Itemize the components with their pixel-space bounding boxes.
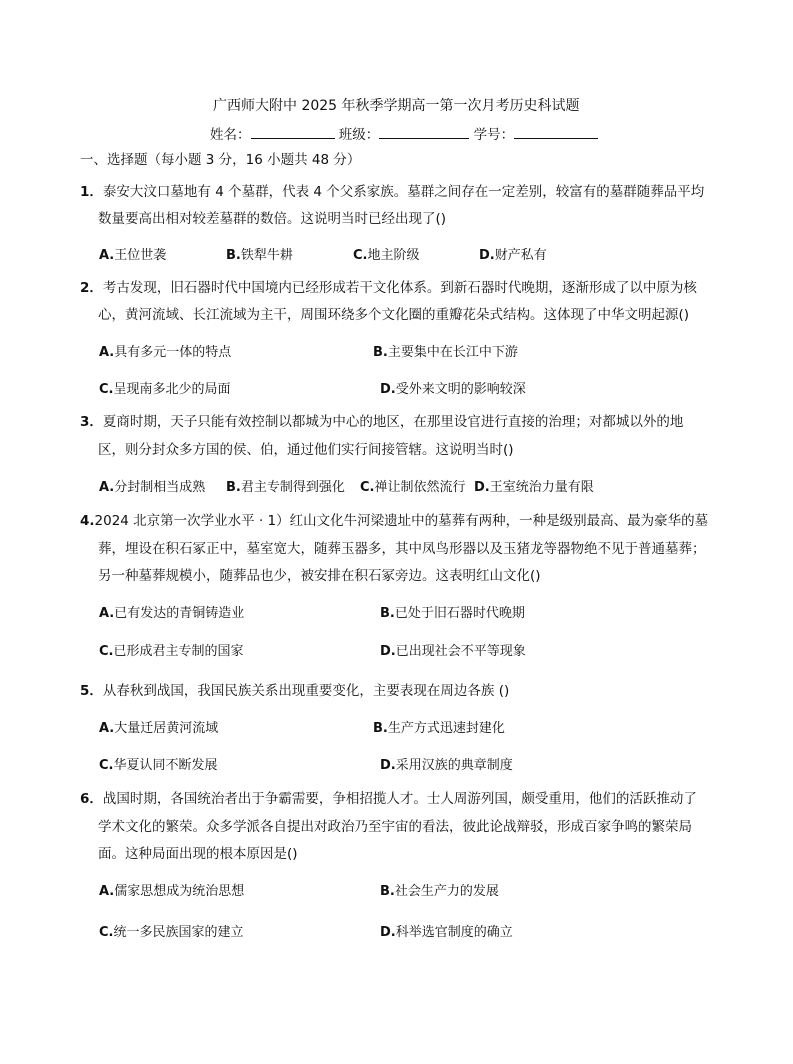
question-line: 葬，埋设在积石冢正中，墓室宽大，随葬玉器多，其中凤鸟形器以及玉猪龙等器物绝不见于普通墓葬； xyxy=(98,541,706,557)
option-a: A.王位世袭 xyxy=(99,248,167,263)
question-line: 数量要高出相对较差墓群的数倍。这说明当时已经出现了() xyxy=(98,211,447,227)
question-line: 从春秋到战国，我国民族关系出现重要变化，主要表现在周边各族 () xyxy=(102,683,510,699)
exam-title: 广西师大附中 2025 年秋季学期高一第一次月考历史科试题 xyxy=(213,98,580,114)
question-number: 3． xyxy=(80,414,103,430)
option-b: B.已处于旧石器时代晚期 xyxy=(380,606,525,621)
option-d: D.财产私有 xyxy=(479,248,547,263)
option-b: B.铁犁牛耕 xyxy=(226,248,293,263)
option-a: A.儒家思想成为统治思想 xyxy=(99,884,245,899)
question-line: 战国时期，各国统治者出于争霸需要，争相招揽人才。士人周游列国，颇受重用，他们的活跃推动了 xyxy=(102,791,697,807)
question-number: 4. xyxy=(80,513,95,529)
question-number: 6． xyxy=(80,791,103,807)
option-c: C.统一多民族国家的建立 xyxy=(99,925,244,940)
question-line: 2024 北京第一次学业水平 · 1）红山文化牛河梁遗址中的墓葬有两种，一种是级别最高、最为豪华的墓 xyxy=(94,513,709,529)
section-heading: 一、选择题（每小题 3 分，16 小题共 48 分） xyxy=(80,152,361,168)
question-text xyxy=(80,682,509,700)
option-d: D.已出现社会不平等现象 xyxy=(380,644,526,659)
option-b: B.主要集中在长江中下游 xyxy=(373,345,518,360)
class-label: 班级： xyxy=(338,127,380,143)
class-blank xyxy=(379,123,469,139)
option-c: C.华夏认同不断发展 xyxy=(99,758,218,773)
question-line: 心，黄河流域、长江流域为主干，周围环绕多个文化圈的重瓣花朵式结构。这体现了中华文明起源() xyxy=(98,307,690,323)
option-b: B.生产方式迅速封建化 xyxy=(373,721,505,736)
option-d: D.采用汉族的典章制度 xyxy=(380,758,513,773)
id-blank xyxy=(514,123,598,139)
option-d: D.科举选官制度的确立 xyxy=(380,925,513,940)
option-d: D.王室统治力量有限 xyxy=(474,480,594,495)
question-number: 2． xyxy=(80,280,103,296)
name-blank xyxy=(251,123,335,139)
question-number: 5． xyxy=(80,683,103,699)
question-text xyxy=(80,512,708,530)
question-text xyxy=(80,183,704,201)
option-c: C.禅让制依然流行 xyxy=(360,480,466,495)
question-number: 1． xyxy=(80,184,103,200)
question-line: 泰安大汶口墓地有 4 个墓群，代表 4 个父系家族。墓群之间存在一定差别，较富有的墓群随葬品平均 xyxy=(102,184,705,200)
option-c: C.呈现南多北少的局面 xyxy=(99,382,231,397)
question-line: 另一种墓葬规模小，随葬品也少，被安排在积石冢旁边。这表明红山文化() xyxy=(98,568,541,584)
option-a: A.分封制相当成熟 xyxy=(99,480,206,495)
student-info-line xyxy=(210,123,598,144)
question-line: 学术文化的繁荣。众多学派各自提出对政治乃至宇宙的看法，彼此论战辩驳，形成百家争鸣的繁荣局 xyxy=(98,819,692,835)
option-a: A.大量迁居黄河流域 xyxy=(99,721,219,736)
option-c: C.地主阶级 xyxy=(353,248,420,263)
option-c: C.已形成君主专制的国家 xyxy=(99,644,244,659)
option-a: A.具有多元一体的特点 xyxy=(99,345,232,360)
question-line: 面。这种局面出现的根本原因是() xyxy=(98,846,298,862)
id-label: 学号： xyxy=(473,127,515,143)
option-a: A.已有发达的青铜铸造业 xyxy=(99,606,245,621)
question-line: 考古发现，旧石器时代中国境内已经形成若干文化体系。到新石器时代晚期，逐渐形成了以中原为核 xyxy=(102,280,697,296)
question-line: 夏商时期，天子只能有效控制以都城为中心的地区，在那里设官进行直接的治理；对都城以外的地 xyxy=(102,414,684,430)
question-text xyxy=(80,279,697,297)
option-b: B.君主专制得到强化 xyxy=(226,480,345,495)
question-text xyxy=(80,790,697,808)
question-line: 区，则分封众多方国的侯、伯，通过他们实行间接管辖。这说明当时() xyxy=(98,442,514,458)
name-label: 姓名： xyxy=(210,127,251,143)
question-text xyxy=(80,413,683,431)
option-d: D.受外来文明的影响较深 xyxy=(380,382,526,397)
option-b: B.社会生产力的发展 xyxy=(380,884,499,899)
